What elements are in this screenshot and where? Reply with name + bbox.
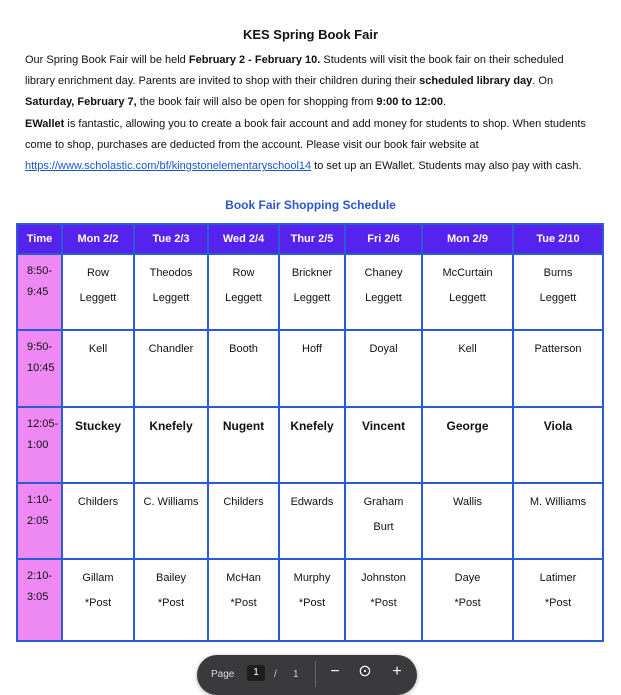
intro-text-3: . On xyxy=(532,75,554,87)
table-row xyxy=(17,254,603,330)
schedule-cell: Row Leggett xyxy=(62,254,134,330)
table-row xyxy=(17,330,603,407)
table-row xyxy=(17,559,603,641)
ewallet-text-1: is fantastic, allowing you to create a book fair account and add money for students to shop. When students come to shop, purchases are deducted from the account. Please visit our book fair website at xyxy=(25,118,586,151)
schedule-cell: Wallis xyxy=(422,483,513,559)
intro-paragraph xyxy=(25,50,593,113)
schedule-cell: Kell xyxy=(422,330,513,407)
schedule-cell: Nugent xyxy=(208,407,279,483)
col-header: Mon 2/9 xyxy=(422,224,513,254)
col-header: Time xyxy=(17,224,62,254)
pdf-viewer-toolbar xyxy=(197,655,417,695)
col-header: Tue 2/10 xyxy=(513,224,603,254)
col-header: Fri 2/6 xyxy=(345,224,422,254)
schedule-cell: Murphy *Post xyxy=(279,559,345,641)
schedule-title: Book Fair Shopping Schedule xyxy=(225,198,396,212)
page-label: Page xyxy=(211,669,235,680)
schedule-cell: Chaney Leggett xyxy=(345,254,422,330)
table-row xyxy=(17,483,603,559)
schedule-cell: Viola xyxy=(513,407,603,483)
intro-text-2: Students will visit the book fair on their scheduled library enrichment day. Parents are invited to shop with their children during their xyxy=(25,54,564,87)
table-row xyxy=(17,407,603,483)
schedule-cell: Latimer *Post xyxy=(513,559,603,641)
page-number-input[interactable]: 1 xyxy=(247,665,265,681)
page-total: 1 xyxy=(293,669,299,680)
book-fair-website-link[interactable]: https://www.scholastic.com/bf/kingstonelementaryschool14 xyxy=(25,160,312,172)
intro-hours: 9:00 to 12:00 xyxy=(376,96,444,108)
schedule-cell: McCurtain Leggett xyxy=(422,254,513,330)
zoom-in-icon[interactable]: + xyxy=(392,663,402,680)
schedule-cell: Bailey *Post xyxy=(134,559,208,641)
ewallet-text-2: to set up an EWallet. Students may also pay with cash. xyxy=(311,160,582,172)
intro-text-1: Our Spring Book Fair will be held xyxy=(25,54,189,66)
schedule-cell: McHan *Post xyxy=(208,559,279,641)
schedule-cell: George xyxy=(422,407,513,483)
schedule-cell: M. Williams xyxy=(513,483,603,559)
time-cell: 12:05- 1:00 xyxy=(17,407,62,483)
schedule-cell: Childers xyxy=(208,483,279,559)
schedule-cell: Childers xyxy=(62,483,134,559)
schedule-header-row xyxy=(17,224,603,254)
intro-saturday: Saturday, February 7, xyxy=(25,96,137,108)
ewallet-term: EWallet xyxy=(25,118,65,130)
col-header: Tue 2/3 xyxy=(134,224,208,254)
col-header: Wed 2/4 xyxy=(208,224,279,254)
schedule-cell: Theodos Leggett xyxy=(134,254,208,330)
schedule-cell: Doyal xyxy=(345,330,422,407)
intro-text-4: the book fair will also be open for shopping from xyxy=(136,96,377,108)
document-title: KES Spring Book Fair xyxy=(242,27,379,42)
col-header: Thur 2/5 xyxy=(279,224,345,254)
time-cell: 2:10- 3:05 xyxy=(17,559,62,641)
schedule-cell: Patterson xyxy=(513,330,603,407)
schedule-cell: Johnston *Post xyxy=(345,559,422,641)
ewallet-paragraph xyxy=(25,114,593,177)
schedule-cell: Stuckey xyxy=(62,407,134,483)
schedule-cell: Gillam *Post xyxy=(62,559,134,641)
time-cell: 8:50- 9:45 xyxy=(17,254,62,330)
intro-library-day: scheduled library day xyxy=(419,75,533,87)
schedule-cell: Kell xyxy=(62,330,134,407)
time-cell: 9:50- 10:45 xyxy=(17,330,62,407)
schedule-cell: Burns Leggett xyxy=(513,254,603,330)
schedule-cell: Knefely xyxy=(279,407,345,483)
schedule-cell: Hoff xyxy=(279,330,345,407)
schedule-table xyxy=(16,223,604,642)
schedule-cell: Daye *Post xyxy=(422,559,513,641)
schedule-cell: Brickner Leggett xyxy=(279,254,345,330)
schedule-cell: Edwards xyxy=(279,483,345,559)
schedule-cell: Booth xyxy=(208,330,279,407)
page-separator: / xyxy=(274,669,277,680)
time-cell: 1:10- 2:05 xyxy=(17,483,62,559)
intro-dates: February 2 - February 10. xyxy=(188,54,321,66)
schedule-cell: Row Leggett xyxy=(208,254,279,330)
schedule-cell: Chandler xyxy=(134,330,208,407)
schedule-cell: C. Williams xyxy=(134,483,208,559)
col-header: Mon 2/2 xyxy=(62,224,134,254)
schedule-cell: Vincent xyxy=(345,407,422,483)
toolbar-divider xyxy=(315,661,316,687)
intro-text-5: . xyxy=(443,96,447,108)
fit-page-icon[interactable]: ⊙ xyxy=(358,663,372,680)
schedule-cell: Graham Burt xyxy=(345,483,422,559)
schedule-cell: Knefely xyxy=(134,407,208,483)
zoom-out-icon[interactable]: − xyxy=(330,663,340,680)
